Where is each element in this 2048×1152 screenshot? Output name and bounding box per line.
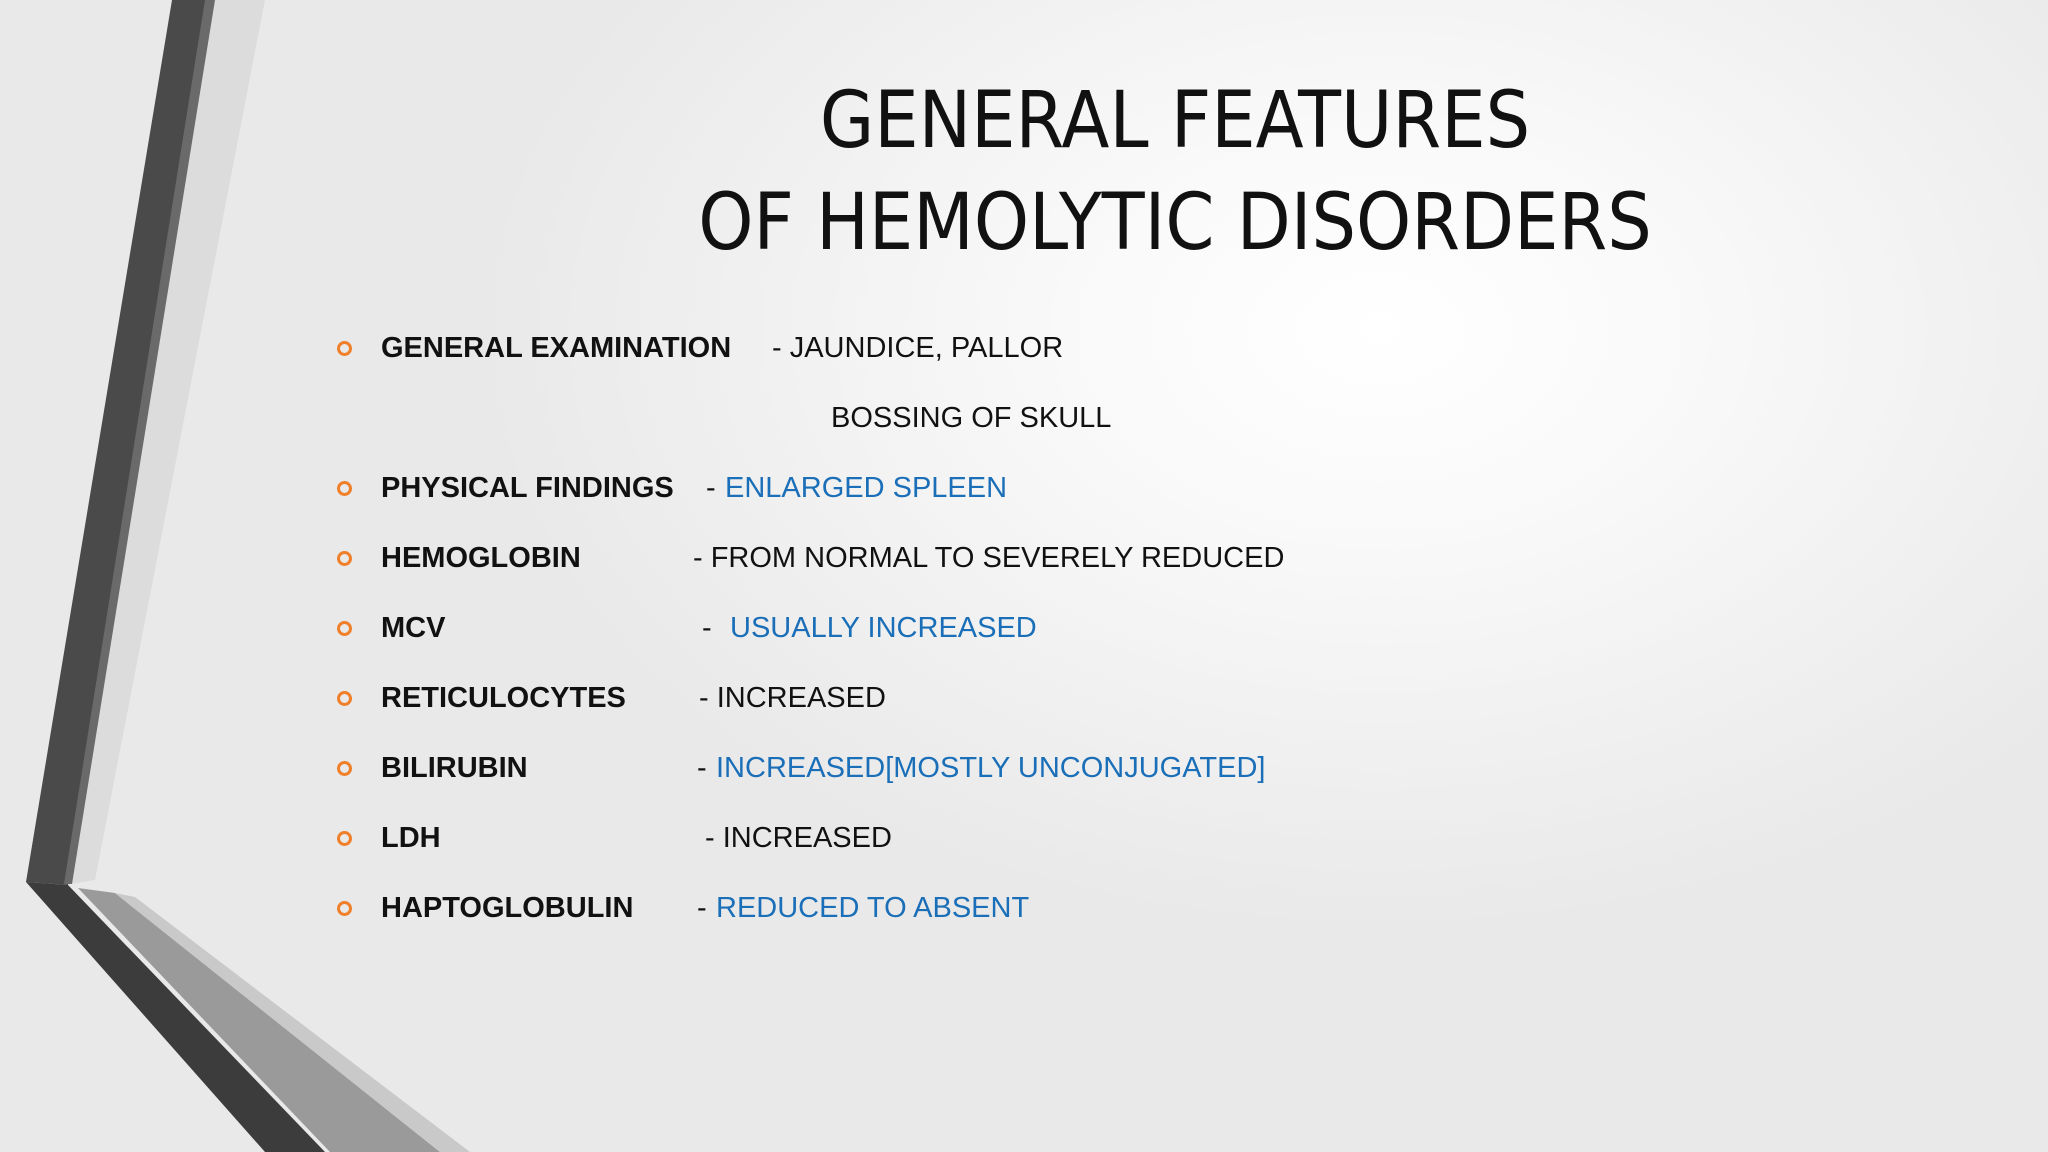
bullet-icon	[337, 901, 352, 916]
item-dash: -	[702, 612, 712, 644]
item-dash: -	[697, 892, 707, 924]
list-item-reticulocytes	[0, 678, 1600, 718]
item-term: GENERAL EXAMINATION	[381, 332, 732, 364]
item-term: MCV	[381, 612, 446, 644]
bullet-icon	[337, 761, 352, 776]
item-dash: -	[706, 472, 716, 504]
item-term: LDH	[381, 822, 441, 854]
title-line-1: GENERAL FEATURES	[819, 76, 1531, 166]
item-term: RETICULOCYTES	[381, 682, 626, 714]
item-dash: -	[697, 752, 707, 784]
list-item-mcv	[0, 608, 1600, 648]
list-item-physical-findings	[0, 468, 1600, 508]
list-item-general-examination	[0, 328, 1600, 368]
item-term: HAPTOGLOBULIN	[381, 892, 634, 924]
item-term: BILIRUBIN	[381, 752, 528, 784]
list-item-ldh	[0, 818, 1600, 858]
bullet-icon	[337, 691, 352, 706]
item-description: INCREASED[MOSTLY UNCONJUGATED]	[716, 752, 1266, 784]
bullet-icon	[337, 481, 352, 496]
item-description: ENLARGED SPLEEN	[725, 472, 1008, 504]
list-item-hemoglobin	[0, 538, 1600, 578]
list-item-haptoglobulin	[0, 888, 1600, 928]
item-description: REDUCED TO ABSENT	[716, 892, 1030, 924]
item-term: PHYSICAL FINDINGS	[381, 472, 674, 504]
list-item-continuation	[0, 398, 1600, 438]
bullet-icon	[337, 341, 352, 356]
item-term: HEMOGLOBIN	[381, 542, 581, 574]
list-item-bilirubin	[0, 748, 1600, 788]
title-line-2: OF HEMOLYTIC DISORDERS	[698, 178, 1652, 268]
item-description: - JAUNDICE, PALLOR	[772, 332, 1064, 364]
item-description: BOSSING OF SKULL	[831, 402, 1112, 434]
item-description: - INCREASED	[699, 682, 886, 714]
bullet-icon	[337, 621, 352, 636]
item-description: USUALLY INCREASED	[730, 612, 1037, 644]
bullet-icon	[337, 831, 352, 846]
item-description: - INCREASED	[705, 822, 892, 854]
bullet-icon	[337, 551, 352, 566]
item-description: - FROM NORMAL TO SEVERELY REDUCED	[693, 542, 1285, 574]
